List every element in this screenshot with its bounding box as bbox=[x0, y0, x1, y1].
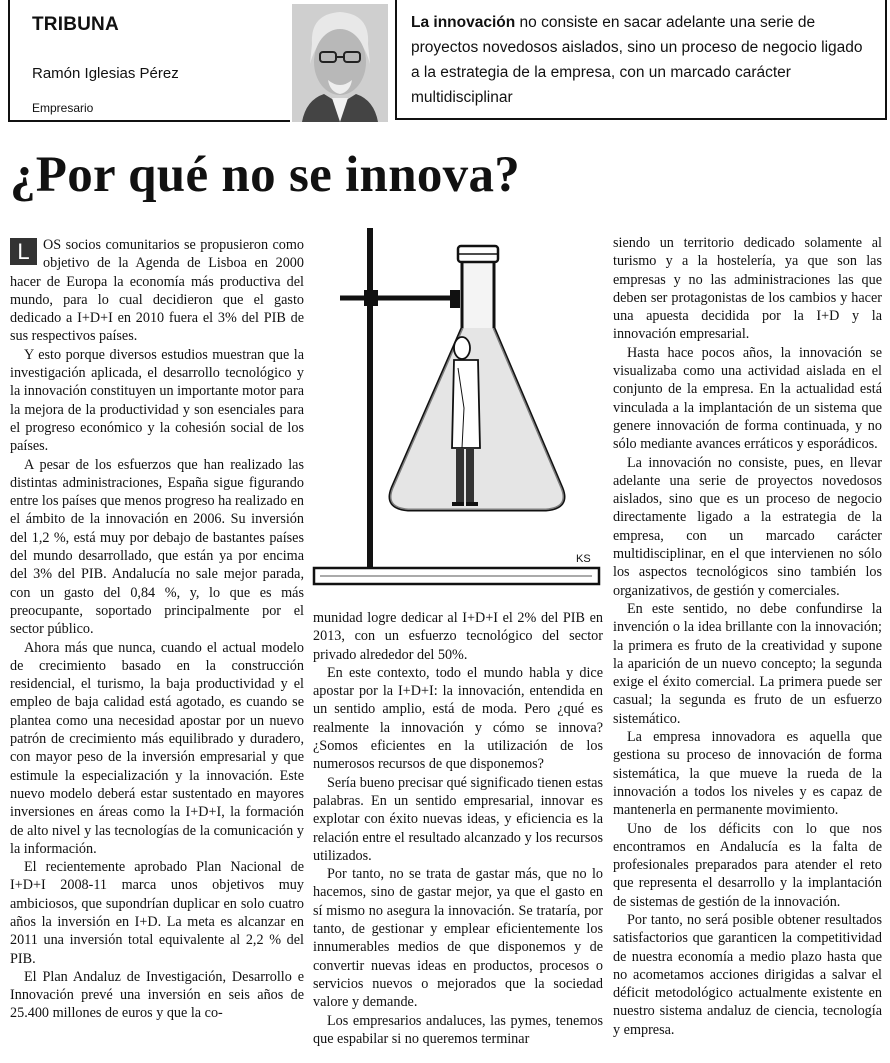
article-title: ¿Por qué no se innova? bbox=[10, 147, 521, 203]
paragraph: El Plan Andaluz de Investigación, Desarrollo e Innovación prevé una inversión en seis años de 25.400 millones de euros y que la co- bbox=[10, 968, 304, 1022]
paragraph: A pesar de los esfuerzos que han realizado las distintas administraciones, España sigue figurando entre los países que menos progreso ha realizado en el ámbito de la innovación en 2006. Su inversión del 1,2 %, está muy por debajo de bastantes países del mundo desarrollado, que están ya por encima del 3% del PIB. Andalucía no sale mejor parada, con un gasto del 0,84 %, y, lo que es más preocupante, soportado principalmente por el sector público. bbox=[10, 456, 304, 638]
flask-illustration bbox=[312, 218, 606, 598]
paragraph: Los empresarios andaluces, las pymes, tenemos que espabilar si no queremos terminar bbox=[313, 1012, 603, 1047]
author-name: Ramón Iglesias Pérez bbox=[32, 65, 179, 82]
article-column-3 bbox=[613, 234, 882, 1039]
paragraph: En este sentido, no debe confundirse la invención o la idea brillante con la innovación; la primera es fruto de la creatividad y supone la aparición de un nuevo concepto; la segunda exige el éxito comercial. La primera puede ser casual; la segunda es fruto de un esfuerzo sistemático. bbox=[613, 600, 882, 727]
paragraph: La innovación no consiste, pues, en llevar adelante una serie de proyectos novedosos aislados, sino que es un proceso de negocio directamente ligado a la estrategia de la empresa, con un marcado carácter multidisciplinar, en el que intervienen no sólo los aspectos tecnológicos sino también los organizativos, de gestión y comerciales. bbox=[613, 454, 882, 599]
pull-quote-text: no consiste en sacar adelante una serie de proyectos novedosos aislados, sino un proceso de negocio ligado a la estrategia de la empresa, con un marcado carácter multidisciplinar bbox=[411, 14, 863, 106]
paragraph: Y esto porque diversos estudios muestran que la investigación aplicada, el desarrollo tecnológico y la innovación constituyen un importante motor para la mejora de la productividad y son esenciales para el progreso económico y la cohesión social de los países. bbox=[10, 346, 304, 455]
author-photo bbox=[292, 4, 388, 122]
paragraph: Por tanto, no se trata de gastar más, que no lo hacemos, sino de gastar mejor, ya que el gasto en sí mismo no asegura la innovación. Se trataría, por tanto, de gestionar y emplear eficientemente los innumerables medios de que disponemos y de convertir nuevas ideas en productos, procesos o servicios nuevos o mejorados que la sociedad valore y demande. bbox=[313, 866, 603, 1011]
paragraph: Por tanto, no será posible obtener resultados satisfactorios que garanticen la competitividad de nuestra economía a medio plazo hasta que no acometamos acciones dirigidas a salvar el déficit metodológico actualmente existente en nuestro sistema andaluz de ciencia, tecnología y empresa. bbox=[613, 911, 882, 1038]
paragraph: Ahora más que nunca, cuando el actual modelo de crecimiento basado en la construcción residencial, el turismo, la baja productividad y el empleo de baja calidad está agotado, es cuando se plantea como una necesidad apostar por un nuevo patrón de crecimiento más equilibrado y duradero, con mayor peso de la inversión empresarial y que estimule la especialización y la innovación. Este nuevo modelo deberá estar sustentado en mayores inversiones en áreas como la I+D+I, la formación de alto nivel y las tecnologías de la comunicación y la información. bbox=[10, 639, 304, 857]
illustrator-signature: KS bbox=[576, 553, 591, 565]
paragraph: siendo un territorio dedicado solamente al turismo y a la hostelería, ya que son las empresas y no las administraciones las que deben ser protagonistas de los cambios y hacer una apuesta decidida por la I+D y la innovación empresarial. bbox=[613, 235, 882, 343]
paragraph: munidad logre dedicar al I+D+I el 2% del PIB en 2013, con un esfuerzo tecnológico del sector privado alrededor del 50%. bbox=[313, 610, 603, 663]
byline-box bbox=[8, 0, 290, 122]
pull-quote bbox=[395, 0, 887, 120]
drop-cap: L bbox=[10, 238, 37, 265]
pull-quote-lead: La innovación bbox=[411, 14, 516, 31]
flask-stand-icon bbox=[312, 218, 606, 598]
paragraph: La empresa innovadora es aquella que gestiona su proceso de innovación de forma sistemática, la que mueve la rueda de la innovación a todos los niveles y es capaz de mantenerla en permanente movimiento. bbox=[613, 729, 882, 819]
paragraph: Uno de los déficits con lo que nos encontramos en Andalucía es la falta de profesionales preparados para atender el reto que representa el desarrollo y la implantación de sistemas de gestión de la innovación. bbox=[613, 820, 882, 910]
paragraph: Hasta hace pocos años, la innovación se visualizaba como una actividad aislada en el conjunto de la empresa. En la actualidad está vinculada a la implantación de un sistema que genere innovación de forma continuada, y no sólo mediante avances erráticos y esporádicos. bbox=[613, 344, 882, 453]
article-column-1 bbox=[10, 236, 304, 1023]
paragraph bbox=[10, 236, 304, 346]
author-role: Empresario bbox=[32, 101, 94, 115]
paragraph: Sería bueno precisar qué significado tienen estas palabras. En un sentido empresarial, innovar es explotar con éxito nuevas ideas, y eficiencia es la relación entre el resultado alcanzado y los recursos utilizados. bbox=[313, 774, 603, 864]
paragraph: El recientemente aprobado Plan Nacional de I+D+I 2008-11 marca unos objetivos muy ambiciosos, que supondrían duplicar en solo cuatro años la inversión en I+D. La meta es alcanzar en 2011 una inversión total equivalente al 2,2 % del PIB. bbox=[10, 859, 304, 967]
article-column-2 bbox=[313, 609, 603, 1048]
article-header bbox=[0, 0, 890, 126]
author-portrait-icon bbox=[292, 4, 388, 122]
section-label: TRIBUNA bbox=[32, 14, 119, 35]
paragraph-text: OS socios comunitarios se propusieron como objetivo de la Agenda de Lisboa en 2000 hacer de Europa la economía más productiva del mundo, para lo cual decidieron que el gasto dedicado a I+D+I en 2010 fuera el 3% del PIB de sus respectivos países. bbox=[10, 237, 304, 345]
paragraph: En este contexto, todo el mundo habla y dice apostar por la I+D+I: la innovación, entendida en un sentido amplio, está de moda. Pero ¿qué es realmente la innovación y cómo se innova? ¿Somos eficientes en la utilización de los numerosos recursos de que disponemos? bbox=[313, 664, 603, 773]
